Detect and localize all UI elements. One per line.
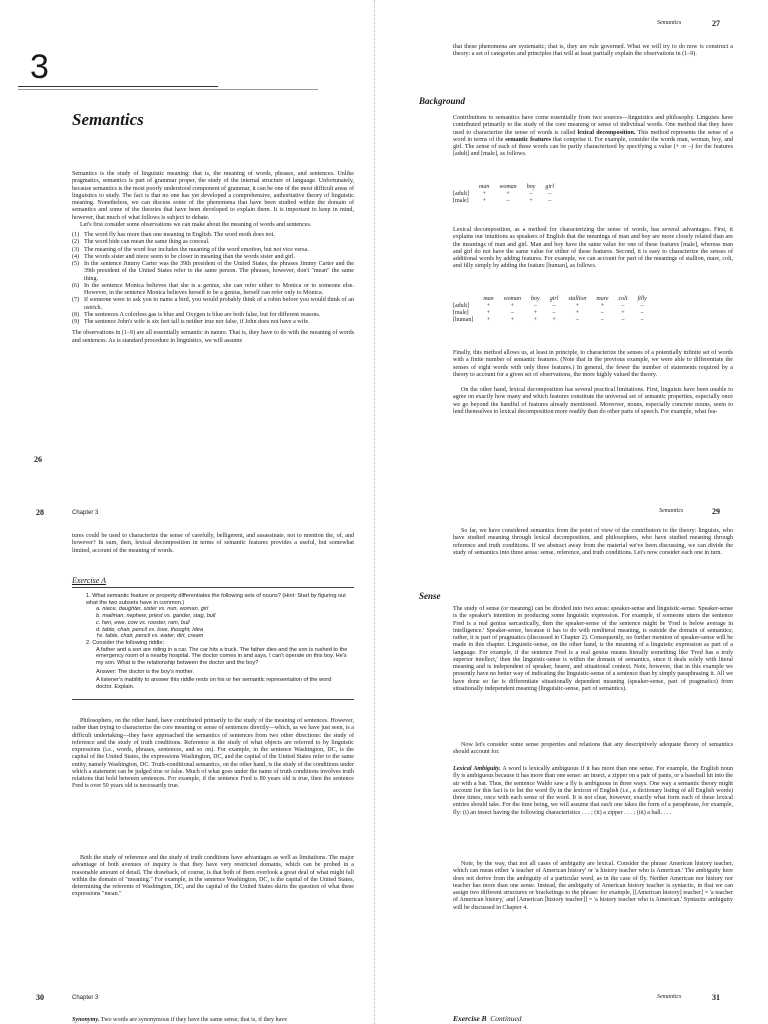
page30-paragraph-1: Synonymy. Two words are synonymous if they have the same sense; that is, if they have: [72, 1017, 288, 1023]
chapter-number: 3: [30, 48, 49, 86]
observation-number: (5): [72, 261, 80, 267]
riddle-answer: Answer: The doctor is the boy's mother.: [96, 668, 194, 675]
observation-text: The word hide can mean the same thing as conceal.: [84, 239, 210, 246]
observation-number: (2): [72, 239, 80, 246]
observation-item: [72, 283, 354, 298]
exercise-item: b. mailman, nephew, priest vs. gander, stag, bull: [96, 613, 216, 620]
observation-item: [72, 312, 354, 319]
feature-value: –: [548, 198, 552, 205]
observation-number: (6): [72, 282, 80, 289]
feature-value: –: [510, 310, 514, 317]
feature-value: –: [621, 302, 625, 309]
table-column-header: woman: [499, 184, 517, 190]
page-number-29: 29: [712, 507, 720, 516]
feature-value: +: [552, 317, 556, 324]
table-column-header: filly: [637, 296, 647, 302]
exercise-question-2: 2. Consider the following riddle:: [86, 639, 165, 646]
riddle-explain: A listener's inability to answer this riddle rests on his or her semantic representation of the word doctor. Explain.: [96, 677, 332, 691]
observation-number: (7): [72, 297, 80, 304]
table-row: [453, 197, 559, 204]
feature-value: –: [506, 198, 510, 205]
section-head-background: Background: [419, 96, 466, 106]
observation-text: The sentences A colorless gas is blue and Oxygen is blue are both false, but for different reasons.: [84, 311, 321, 318]
feature-value: +: [510, 317, 515, 324]
feature-value: –: [575, 317, 579, 324]
exercise-a-body: [86, 593, 348, 691]
page29-paragraph-2: The study of sense (or meaning) can be divided into two areas: speaker-sense and linguistic-sense. Speaker-sense is the speaker's intention in producing some linguistic expression. For example, if someone utters the sentence Fred is a real genius sarcastically, then the speaker-sense of the sentence might be 'Fred is below average in intelligence.' Speaker-sense, because it has to do with nonliteral meaning, is outside the domain of semantics; rather, it is part of pragmatics (discussed in Chapter 2). Consequently, no further mention of speaker-sense will be made in this chapter. Linguistic-sense, on the other hand, is the meaning of a linguistic expression as part of a language. For example, if the sentence Fred is a real genius means literally something like 'Fred has a truly superior intellect,' then the linguistic-sense is within the domain of semantics, since it deals solely with literal meaning and is independent of speaker, hearer, and situational context. Note, however, that in this example we presently have no better way of indicating the linguistic-sense of a sentence than by simply paraphrasing it. All we have done so far is differentiate situationally dependent meaning (speaker-sense, part of pragmatics) from situationally independent meaning (linguistic-sense, part of semantics).: [453, 606, 733, 692]
observation-number: (3): [72, 246, 80, 253]
observation-number: (1): [72, 232, 80, 238]
feature-value: +: [533, 317, 538, 324]
observation-item: [72, 247, 354, 254]
observation-number: (4): [72, 253, 80, 260]
page-number-30: 30: [36, 993, 44, 1002]
observation-text: If someone were to ask you to name a bird, you would probably think of a robin before you would think of an ostrich.: [84, 297, 354, 311]
page29-paragraph-1: So far, we have considered semantics from the point of view of the contributors to the theory: linguists, who have studied meaning through lexical decomposition, and philosophers, who have studied meaning through reference and truth conditions. If we abstract away from the material we've been discussing, we can divide the study of semantics into three areas: sense, reference, and truth conditions. Let's now consider each one in turn.: [453, 528, 733, 556]
running-head-30: Chapter 3: [72, 995, 99, 1001]
feature-label: [adult]: [453, 302, 469, 309]
feature-value: +: [533, 310, 538, 317]
table-row: [453, 309, 652, 316]
feature-value: +: [600, 302, 605, 309]
table-header-row: [453, 296, 652, 302]
page-number-31: 31: [712, 993, 720, 1002]
page26-intro-paragraph: Semantics is the study of linguistic meaning: that is, the meaning of words, phrases, and sentences. Unlike pragmatics, semantics is part of grammar proper, the study of the internal structure of language. Unfortunately, because semantics is the most poorly understood component of grammar, it can be one of the most difficult areas of linguistics to study. The fact is that no one has yet developed a comprehensive, authoritative theory of linguistic meaning. Nonetheless, we can discuss some of the phenomena that have been studied within the domain of semantics and some of the theories that have been developed to explain them. It is important to keep in mind, however, that much of what follows is subject to debate.: [72, 171, 354, 221]
page27-paragraph-1: that these phenomena are systematic; that is, they are rule governed. What we will try to do now is construct a theory: a set of categories and principles that will at least partially explain the observations in (1–9).: [453, 44, 733, 58]
exercise-1-items: [86, 606, 348, 640]
observation-text: The meaning of the word fear includes the meaning of the word emotion, but not vice versa.: [84, 246, 309, 253]
page26-paragraph-3: The observations in (1–9) are all essentially semantic in nature. That is, they have to do with the meaning of words and sentences. As is standard procedure in linguistics, we will assume: [72, 330, 354, 344]
observation-item: [72, 239, 354, 246]
feature-table-1: [453, 184, 559, 205]
observation-number: (8): [72, 311, 80, 318]
page29-paragraph-4: Lexical Ambiguity. A word is lexically ambiguous if it has more than one sense. For example, the English noun fly is ambiguous because it has more than one sense: an insect, a zipper on a pair of pants, or a baseball hit into the air with a bat. Thus, the sentence Waldo saw a fly is ambiguous in three ways. One way a semantic theory might account for this fact is to list the word fly in the lexicon of English (i.e., a dictionary listing of all English words) three times, once with each sense of the word. It is not clear, however, exactly what form each of these lexical entries should take. For the time being, we will assume that each one takes the form of a paraphrase, for example, fly: (i) an insect having the following characteristics . . . ; (ii) a zipper . . . ; (iii) a ball. . . .: [453, 766, 733, 816]
observation-text: The words sister and niece seem to be closer in meaning than the words sister and girl.: [84, 253, 296, 260]
chapter-title: Semantics: [72, 110, 144, 129]
table-column-header: girl: [545, 184, 555, 190]
feature-value: –: [600, 310, 604, 317]
page-number-28: 28: [36, 508, 44, 517]
chapter-rule-thin: [18, 89, 318, 90]
feature-value: –: [548, 190, 552, 197]
feature-value: –: [640, 310, 644, 317]
table-column-header: stallion: [568, 296, 587, 302]
riddle-text: A father and a son are riding in a car. The car hits a truck. The father dies and the son is rushed to the emergency room of a nearby hospital. The doctor comes in and says, I can't operate on this boy. He's my son. What is the relationship between the doctor and the boy?: [96, 646, 348, 667]
section-head-sense: Sense: [419, 591, 441, 601]
feature-label: [male]: [453, 310, 469, 317]
feature-value: +: [486, 302, 491, 309]
page26-body: [72, 171, 354, 345]
table-column-header: boy: [526, 184, 536, 190]
page27-paragraph-5: On the other hand, lexical decomposition has several practical limitations. First, linguists have been unable to agree on exactly how many and which features constitute the universal set of semantic properties, especially once we go beyond the handful of features already mentioned. Moreover, nouns, especially concrete nouns, seem to lend themselves to lexical decomposition more readily than do other parts of speech. For example, what fea-: [453, 387, 733, 415]
feature-value: +: [486, 317, 491, 324]
feature-value: +: [486, 310, 491, 317]
running-head-29: Semantics: [659, 508, 684, 514]
feature-value: +: [510, 302, 515, 309]
feature-value: –: [600, 317, 604, 324]
feature-value: +: [506, 190, 510, 197]
observation-list: [72, 232, 354, 326]
running-head-31: Semantics: [657, 994, 682, 1000]
feature-label: [adult]: [453, 190, 469, 197]
table-column-header: boy: [531, 296, 540, 302]
observation-text: In the sentence Jimmy Carter was the 39th president of the United States, the phrases Jimmy Carter and the 39th president of the United States refer to the same person. The phrases, however, don't "mean" the same thing.: [84, 261, 354, 282]
exercise-item: a. niece, daughter, sister vs. nun, woman, girl: [96, 606, 209, 613]
observation-item: [72, 319, 354, 326]
observation-item: [72, 254, 354, 261]
running-head-27: Semantics: [657, 20, 682, 26]
page-number-27: 27: [712, 19, 720, 28]
page-gutter: [374, 0, 375, 1024]
page28-paragraph-1: tures could be used to characterize the sense of carefully, belligerent, and assassinate, not to mention the, of, and however? In sum, then, lexical decomposition in terms of semantic features provides a useful, but somewhat limited, account of the meaning of words.: [72, 533, 354, 554]
feature-value: –: [621, 317, 625, 324]
feature-label: [male]: [453, 198, 469, 205]
exercise-b-heading: Exercise B Continued: [453, 1014, 522, 1023]
table-column-header: colt: [618, 296, 628, 302]
page29-paragraph-5: Note, by the way, that not all cases of ambiguity are lexical. Consider the phrase American history teacher, which can mean either 'a teacher of American history' or 'a history teacher who is American.' The ambiguity here does not derive from the ambiguity of a particular word, as in the case of fly. Neither American nor history nor teacher has more than one sense. Instead, the ambiguity of American history teacher is syntactic, in that we can assign two different structures or bracketings to the phrase: for example, [[American history] teacher] = 'a teacher of American history,' and [American [history teacher]] = 'a history teacher who is American.' Syntactic ambiguity will be discussed in Chapter 4.: [453, 861, 733, 911]
observation-number: (9): [72, 319, 80, 325]
table-column-header: woman: [503, 296, 522, 302]
feature-value: –: [552, 302, 556, 309]
observation-item: [72, 297, 354, 312]
page26-paragraph-2: Let's first consider some observations we can make about the meaning of words and sentences.: [80, 221, 312, 228]
observation-item: [72, 232, 354, 239]
observation-text: The word fly has more than one meaning in English. The word moth does not.: [84, 232, 275, 238]
exercise-item: c. hen, ewe, cow vs. rooster, ram, bull: [96, 619, 190, 626]
exercise-item: d. table, chair, pencil vs. love, thought, idea: [96, 626, 203, 633]
table-column-header: girl: [549, 296, 559, 302]
page-number-26: 26: [34, 455, 42, 464]
feature-value: +: [621, 310, 625, 317]
feature-value: +: [482, 198, 486, 205]
feature-value: +: [482, 190, 486, 197]
feature-value: –: [640, 302, 644, 309]
table-column-header: man: [483, 296, 494, 302]
page29-paragraph-3: Now let's consider some sense properties and relations that any descriptively adequate theory of semantics should account for.: [453, 742, 733, 756]
page27-paragraph-4: Finally, this method allows us, at least in principle, to characterize the senses of a potentially infinite set of words with a finite number of semantic features. (Note that in the previous example, we were able to differentiate the senses of eight words with only three features.) In general, the fewer the number of statements required by a theory to account for a given set of observations, the more highly valued the theory.: [453, 350, 733, 378]
exercise-rule-bottom: [72, 699, 354, 700]
page28-paragraph-2: Philosophers, on the other hand, have contributed primarily to the study of the meaning of sentences. However, rather than trying to characterize the core meaning or sense of sentences directly—which, as we have just seen, is a difficult undertaking—they have approached the semantics of sentences from two other directions: the study of reference and the study of truth conditions. Reference is the study of what objects are referred to by linguistic expressions (i.e., words, phrases, sentences, and so on). For example, in the sentence Washington, DC, is the capital of the United States, the expressions Washington, DC, and the capital of the United States refer to the same entity, namely Washington, DC. Truth-conditional semantics, on the other hand, is the study of the conditions under which a statement can be judged true or false. Much of what goes under the name of truth conditions involves truth relations that hold between sentences. For example, if the sentence Fred is 80 years old is true, then the sentence Fred is over 50 years old is necessarily true.: [72, 718, 354, 790]
exercise-item: †e. table, chair, pencil vs. water, dirt, cream: [96, 633, 204, 640]
running-head-28: Chapter 3: [72, 510, 99, 516]
table-row: [453, 317, 652, 324]
table-row: [453, 302, 652, 309]
table-column-header: mare: [596, 296, 609, 302]
table-row: [453, 190, 559, 197]
exercise-rule: [72, 587, 354, 588]
page27-paragraph-2: Contributions to semantics have come essentially from two sources—linguistics and philosophy. Linguists have contributed primarily to the study of the core meaning or sense of individual words. One method that they have used to characterize the sense of words is called lexical decomposition. This method represents the sense of a word in terms of the semantic features that comprise it. For example, consider the words man, woman, boy, and girl. The sense of each of these words can be partly characterized by specifying a value (+ or –) for the features [adult] and [male], as follows.: [453, 115, 733, 158]
feature-table-2: [453, 296, 652, 324]
exercise-question-1: 1. What semantic feature or property differentiates the following sets of nouns? (Hint: Start by figuring out what the two subsets have in common.): [86, 593, 346, 606]
observation-item: [72, 261, 354, 283]
exercise-a-title: Exercise A: [72, 576, 106, 585]
feature-value: +: [529, 198, 533, 205]
feature-value: +: [575, 302, 580, 309]
feature-value: –: [533, 302, 537, 309]
feature-label: [human]: [453, 317, 474, 324]
observation-text: In the sentence Monica believes that she is a genius, she can refer either to Monica or to someone else. However, in the sentence Monica believes herself to be a genius, herself can refer only to Monica.: [84, 282, 354, 296]
page27-paragraph-3: Lexical decomposition, as a method for characterizing the sense of words, has several advantages. First, it explains our intuitions as speakers of English that the meanings of man and boy are more closely related than are the meanings of man and girl. Man and boy have the same value for one of these features [male], whereas man and girl do not have the same value for either of these features. Second, it is easy to characterize the senses of additional words by adding features. For example, we can account for part of the meanings of stallion, mare, colt, and filly simply by adding the feature [human], as follows.: [453, 227, 733, 270]
feature-value: –: [640, 317, 644, 324]
feature-value: –: [529, 190, 533, 197]
observation-text: The sentence John's wife is six feet tall is neither true nor false, if John does not have a wife.: [84, 319, 310, 325]
page28-paragraph-3: Both the study of reference and the study of truth conditions have advantages as well as limitations. The major advantage of both avenues of inquiry is that they have very restricted domains, which can be probed in a reasonable amount of detail. The drawback, of course, is that both of them overlook a great deal of what might fall within the domain of "meaning." For example, in the sentence Washington, DC, is the capital of the United States, determining the referents of Washington, DC, and the capital of the United States skirts the question of what these expressions "mean.": [72, 855, 354, 898]
feature-value: +: [575, 310, 580, 317]
table-column-header: man: [479, 184, 490, 190]
feature-value: –: [552, 310, 556, 317]
chapter-rule: [18, 86, 218, 87]
